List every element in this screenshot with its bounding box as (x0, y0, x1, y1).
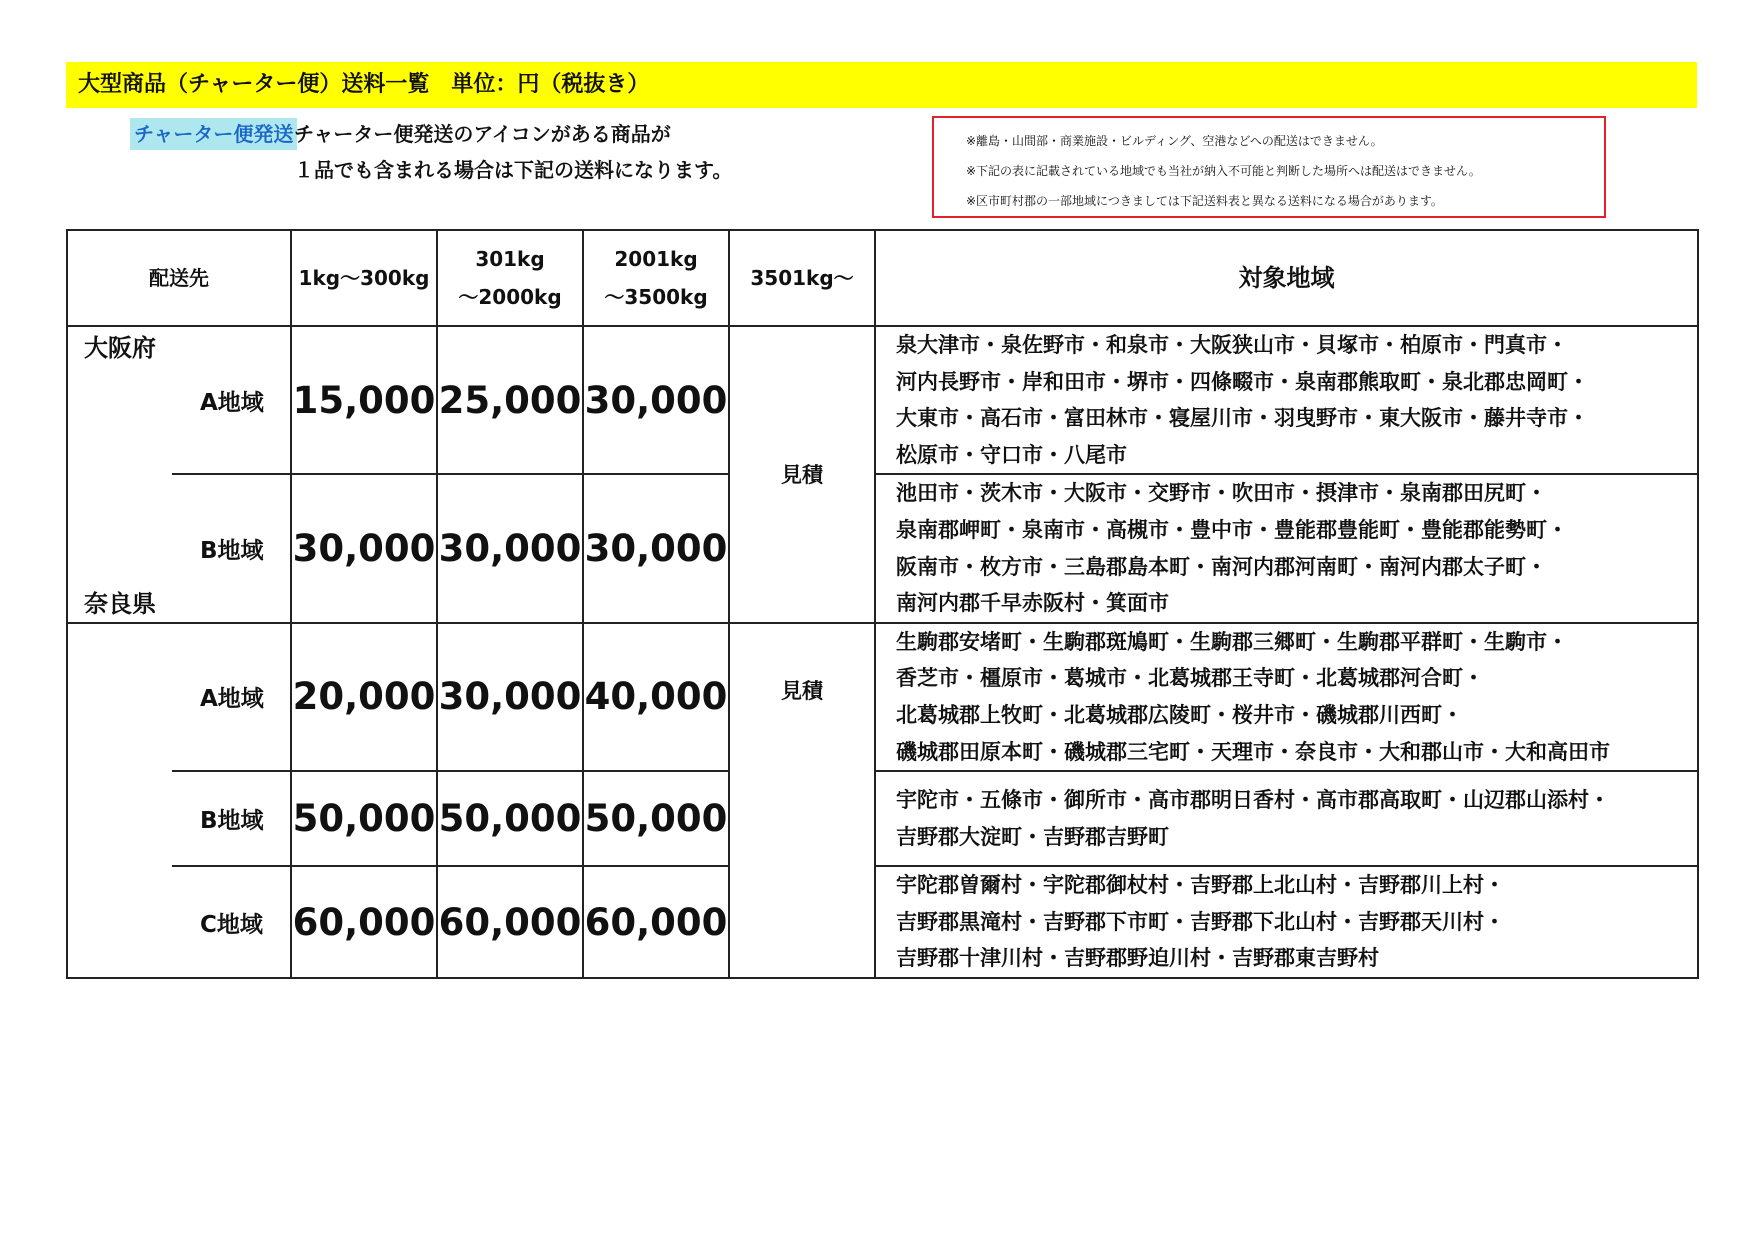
header-weight-2-line1: 301kg (475, 247, 545, 271)
note-line: ※離島・山間部・商業施設・ビルディング、空港などへの配送はできません。 (966, 134, 1383, 148)
price-cell: 60,000 (291, 866, 437, 978)
price-cell: 30,000 (583, 474, 729, 622)
area-cell (875, 326, 1698, 474)
price-cell: 30,000 (437, 474, 583, 622)
prefecture-osaka (67, 326, 172, 623)
region-label: B地域 (172, 474, 291, 622)
note-line: ※区市町村郡の一部地域につきましては下記送料表と異なる送料になる場合があります。 (966, 194, 1443, 208)
region-label: B地域 (172, 771, 291, 866)
price-cell: 30,000 (583, 326, 729, 474)
price-cell: 60,000 (437, 866, 583, 978)
region-label: A地域 (172, 326, 291, 474)
area-cell (875, 866, 1698, 978)
area-line: 生駒郡安堵町・生駒郡斑鳩町・生駒郡三郷町・生駒郡平群町・生駒市・ (896, 629, 1568, 654)
area-line: 南河内郡千早赤阪村・箕面市 (896, 591, 1169, 616)
area-line: 磯城郡田原本町・磯城郡三宅町・天理市・奈良市・大和郡山市・大和高田市 (896, 739, 1610, 764)
price-cell: 30,000 (437, 623, 583, 771)
header-weight-2-line2: ～2000kg (458, 285, 562, 309)
area-line: 宇陀市・五條市・御所市・高市郡明日香村・高市郡高取町・山辺郡山添村・ (896, 788, 1610, 813)
price-cell: 50,000 (437, 771, 583, 866)
area-line: 北葛城郡上牧町・北葛城郡広陵町・桜井市・磯城郡川西町・ (896, 702, 1463, 727)
area-cell (875, 474, 1698, 622)
header-weight-3-line2: ～3500kg (604, 285, 708, 309)
table-row (67, 866, 1698, 978)
page-title: 大型商品（チャーター便）送料一覧 単位：円（税抜き） (66, 62, 1697, 108)
area-line: 香芝市・橿原市・葛城市・北葛城郡王寺町・北葛城郡河合町・ (896, 666, 1484, 691)
price-cell: 40,000 (583, 623, 729, 771)
description-line: チャーター便発送のアイコンがある商品が (294, 122, 671, 146)
table-row (67, 771, 1698, 866)
header-destination: 配送先 (67, 230, 291, 326)
header-weight-3-line1: 2001kg (614, 247, 698, 271)
price-cell: 60,000 (583, 866, 729, 978)
area-line: 阪南市・枚方市・三島郡島本町・南河内郡河南町・南河内郡太子町・ (896, 554, 1547, 579)
table-row (67, 623, 1698, 771)
region-label: A地域 (172, 623, 291, 771)
header-target-area: 対象地域 (875, 230, 1698, 326)
prefecture-nara (67, 590, 172, 978)
table-row (67, 474, 1698, 622)
estimate-label: 見積 (781, 679, 823, 704)
area-line: 松原市・守口市・八尾市 (896, 442, 1127, 467)
description-line: １品でも含まれる場合は下記の送料になります。 (294, 158, 733, 182)
table-row (67, 326, 1698, 474)
area-line: 池田市・茨木市・大阪市・交野市・吹田市・摂津市・泉南郡田尻町・ (896, 481, 1547, 506)
area-line: 吉野郡十津川村・吉野郡野迫川村・吉野郡東吉野村 (896, 946, 1379, 971)
rate-table (66, 229, 1699, 979)
price-cell: 50,000 (583, 771, 729, 866)
note-line: ※下記の表に記載されている地域でも当社が納入不可能と判断した場所へは配送はできません。 (966, 164, 1481, 178)
estimate-cell (729, 623, 875, 978)
area-line: 吉野郡黒滝村・吉野郡下市町・吉野郡下北山村・吉野郡天川村・ (896, 909, 1505, 934)
table-header-row (67, 230, 1698, 326)
area-line: 河内長野市・岸和田市・堺市・四條畷市・泉南郡熊取町・泉北郡忠岡町・ (896, 369, 1589, 394)
price-cell: 30,000 (291, 474, 437, 622)
estimate-cell: 見積 (729, 326, 875, 623)
header-weight-3 (583, 230, 729, 326)
area-line: 大東市・高石市・富田林市・寝屋川市・羽曳野市・東大阪市・藤井寺市・ (896, 406, 1589, 431)
area-line: 泉南郡岬町・泉南市・高槻市・豊中市・豊能郡豊能町・豊能郡能勢町・ (896, 517, 1568, 542)
prefecture-label: 奈良県 (84, 590, 156, 619)
header-weight-4: 3501kg～ (729, 230, 875, 326)
price-cell: 25,000 (437, 326, 583, 474)
charter-icon-label: チャーター便発送 (130, 118, 297, 150)
prefecture-label: 大阪府 (84, 334, 156, 363)
area-line: 吉野郡大淀町・吉野郡吉野町 (896, 824, 1169, 849)
description (294, 116, 732, 188)
region-label: C地域 (172, 866, 291, 978)
area-line: 泉大津市・泉佐野市・和泉市・大阪狭山市・貝塚市・柏原市・門真市・ (896, 333, 1568, 357)
area-cell (875, 623, 1698, 771)
header-weight-2 (437, 230, 583, 326)
price-cell: 50,000 (291, 771, 437, 866)
notes-box (932, 116, 1606, 218)
price-cell: 20,000 (291, 623, 437, 771)
header-weight-1: 1kg～300kg (291, 230, 437, 326)
price-cell: 15,000 (291, 326, 437, 474)
area-cell (875, 771, 1698, 866)
area-line: 宇陀郡曽爾村・宇陀郡御杖村・吉野郡上北山村・吉野郡川上村・ (896, 873, 1505, 898)
